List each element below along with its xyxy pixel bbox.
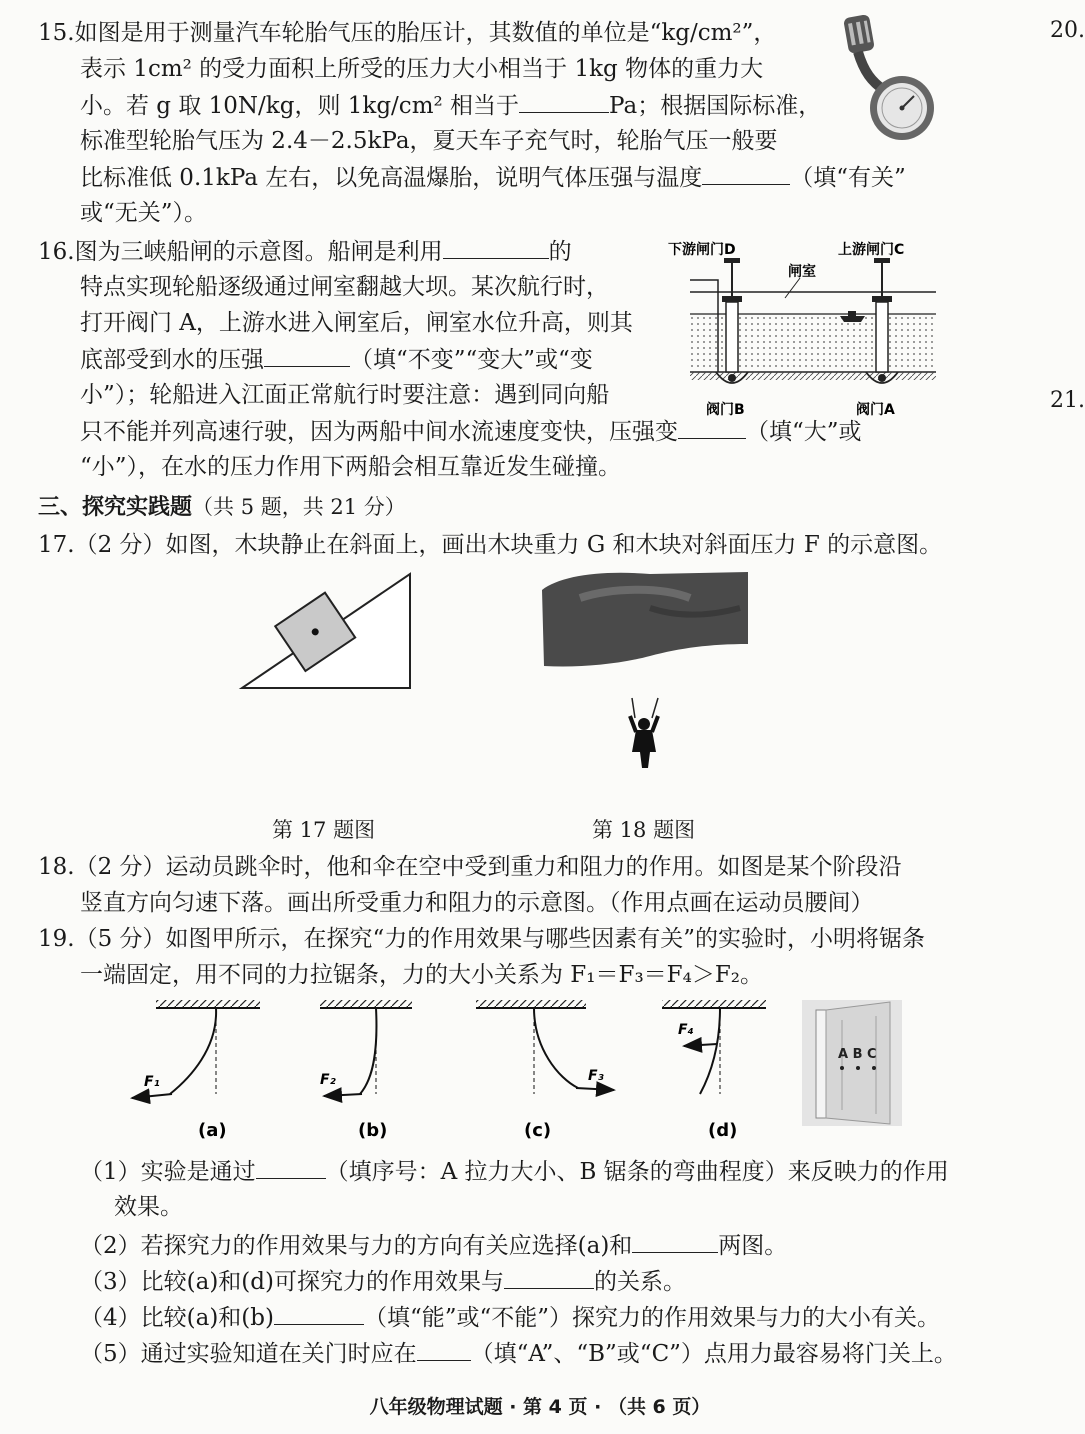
q16-line-1-b: 的 [548,239,572,265]
q19-sub-2-b: 两图。 [718,1233,788,1259]
q15-line-6: 或“无关”）。 [80,200,208,226]
q19-sub-3-a: （3）比较(a)和(d)可探究力的作用效果与 [80,1269,504,1295]
answer-blank-q19-3[interactable] [504,1264,594,1289]
page-footer: 八年级物理试题 · 第 4 页 · （共 6 页） [369,1396,711,1418]
q19-sub-5-b: （填“A”、“B”或“C”）点用力最容易将门关上。 [470,1341,957,1367]
q15-line-5-b: （填“有关” [790,165,906,191]
q19-sub-4-a: （4）比较(a)和(b) [80,1305,274,1331]
section-3-note: （共 5 题，共 21 分） [192,495,406,519]
answer-blank-q19-5[interactable] [417,1336,471,1361]
answer-blank-q19-1[interactable] [256,1154,326,1179]
label-f1: F₁ [144,1074,160,1090]
q17-caption: 第 17 题图 [272,818,376,842]
answer-blank-q15-2[interactable] [702,160,790,185]
q15-line-3-a: 小。若 g 取 10N/kg，则 1kg/cm² 相当于 [80,93,520,119]
tire-gauge-image [828,12,948,142]
q16-line-4-a: 底部受到水的压强 [80,347,264,373]
q15-line-3-b: Pa；根据国际标准， [609,93,822,119]
q19-sub-1-a: （1）实验是通过 [80,1159,256,1185]
q15-line-5 [80,160,906,195]
answer-blank-q15-1[interactable] [519,88,609,113]
label-gate-c: 上游闸门C [838,242,905,258]
label-gate-d: 下游闸门D [668,242,736,258]
q19-line-1: 19.（5 分）如图甲所示，在探究“力的作用效果与哪些因素有关”的实验时，小明将锯条 [38,926,926,952]
q19-sub-3 [80,1264,686,1299]
margin-number-20: 20. [1050,18,1085,43]
door-photo [802,1000,902,1126]
q15-line-2: 表示 1cm² 的受力面积上所受的压力大小相当于 1kg 物体的重力大 [80,56,764,82]
q19-sub-2-a: （2）若探究力的作用效果与力的方向有关应选择(a)和 [80,1233,633,1259]
q19-sub-5-a: （5）通过实验知道在关门时应在 [80,1341,417,1367]
q19-sub-4-b: （填“能”或“不能”）探究力的作用效果与力的大小有关。 [363,1305,941,1331]
label-f4: F₄ [678,1022,694,1038]
parachute-figure [540,568,750,778]
section-3-title: 三、探究实践题 [38,495,193,520]
answer-blank-q16-1[interactable] [443,234,549,259]
q16-line-3: 打开阀门 A，上游水进入闸室后，闸室水位升高，则其 [80,310,633,336]
incline-block-figure [236,560,456,710]
label-fig-a: (a) [198,1120,227,1141]
label-fig-c: (c) [524,1120,552,1141]
label-f2: F₂ [320,1072,336,1088]
q18-line-1: 18.（2 分）运动员跳伞时，他和伞在空中受到重力和阻力的作用。如图是某个阶段沿 [38,854,902,880]
q16-line-2: 特点实现轮船逐级通过闸室翻越大坝。某次航行时， [80,274,609,300]
saw-blade-figures [120,998,800,1148]
label-fig-d: (d) [708,1120,738,1141]
q16-line-6-b: （填“大”或 [746,419,862,445]
q19-sub-2 [80,1228,787,1263]
q19-sub-5 [80,1336,957,1371]
q18-line-2: 竖直方向匀速下落。画出所受重力和阻力的示意图。（作用点画在运动员腰间） [80,890,874,916]
q19-sub-1 [80,1154,949,1189]
q16-line-4-b: （填“不变”“变大”或“变 [350,347,593,373]
q16-line-4 [80,342,593,377]
q15-line-5-a: 比标准低 0.1kPa 左右，以免高温爆胎，说明气体压强与温度 [80,165,703,191]
q19-line-2: 一端固定，用不同的力拉锯条，力的大小关系为 F₁＝F₃＝F₄＞F₂。 [80,962,764,988]
answer-blank-q16-2[interactable] [264,342,350,367]
label-f3: F₃ [588,1068,604,1084]
q16-line-6-a: 只不能并列高速行驶，因为两船中间水流速度变快，压强变 [80,419,678,445]
q15-line-1: 15.如图是用于测量汽车轮胎气压的胎压计，其数值的单位是“kg/cm²”， [38,20,777,46]
q15-line-3 [80,88,821,123]
q15-line-4: 标准型轮胎气压为 2.4－2.5kPa，夏天车子充气时，轮胎气压一般要 [80,128,778,154]
q19-sub-4 [80,1300,940,1335]
q16-line-5: 小”）；轮船进入江面正常航行时要注意：遇到同向船 [80,382,610,408]
label-chamber: 闸室 [788,264,816,280]
label-valve-a: 阀门A [856,402,895,418]
q16-line-1-a: 16.图为三峡船闸的示意图。船闸是利用 [38,239,443,265]
answer-blank-q19-2[interactable] [632,1228,718,1253]
label-fig-b: (b) [358,1120,388,1141]
q16-line-7: “小”），在水的压力作用下两船会相互靠近发生碰撞。 [80,454,622,480]
q19-sub-3-b: 的关系。 [593,1269,686,1295]
margin-number-21: 21. [1050,388,1085,413]
label-valve-b: 阀门B [706,402,745,418]
q17-text: 17.（2 分）如图，木块静止在斜面上，画出木块重力 G 和木块对斜面压力 F 的示意图。 [38,532,943,558]
q18-caption: 第 18 题图 [592,818,696,842]
q19-sub-1-cont: 效果。 [114,1194,183,1220]
answer-blank-q19-4[interactable] [274,1300,364,1325]
q19-sub-1-b: （填序号：A 拉力大小、B 锯条的弯曲程度）来反映力的作用 [325,1159,949,1185]
door-labels: A B C [838,1047,877,1062]
section-3-heading [38,490,406,525]
q16-line-1 [38,234,572,269]
ship-lock-diagram [660,232,950,422]
